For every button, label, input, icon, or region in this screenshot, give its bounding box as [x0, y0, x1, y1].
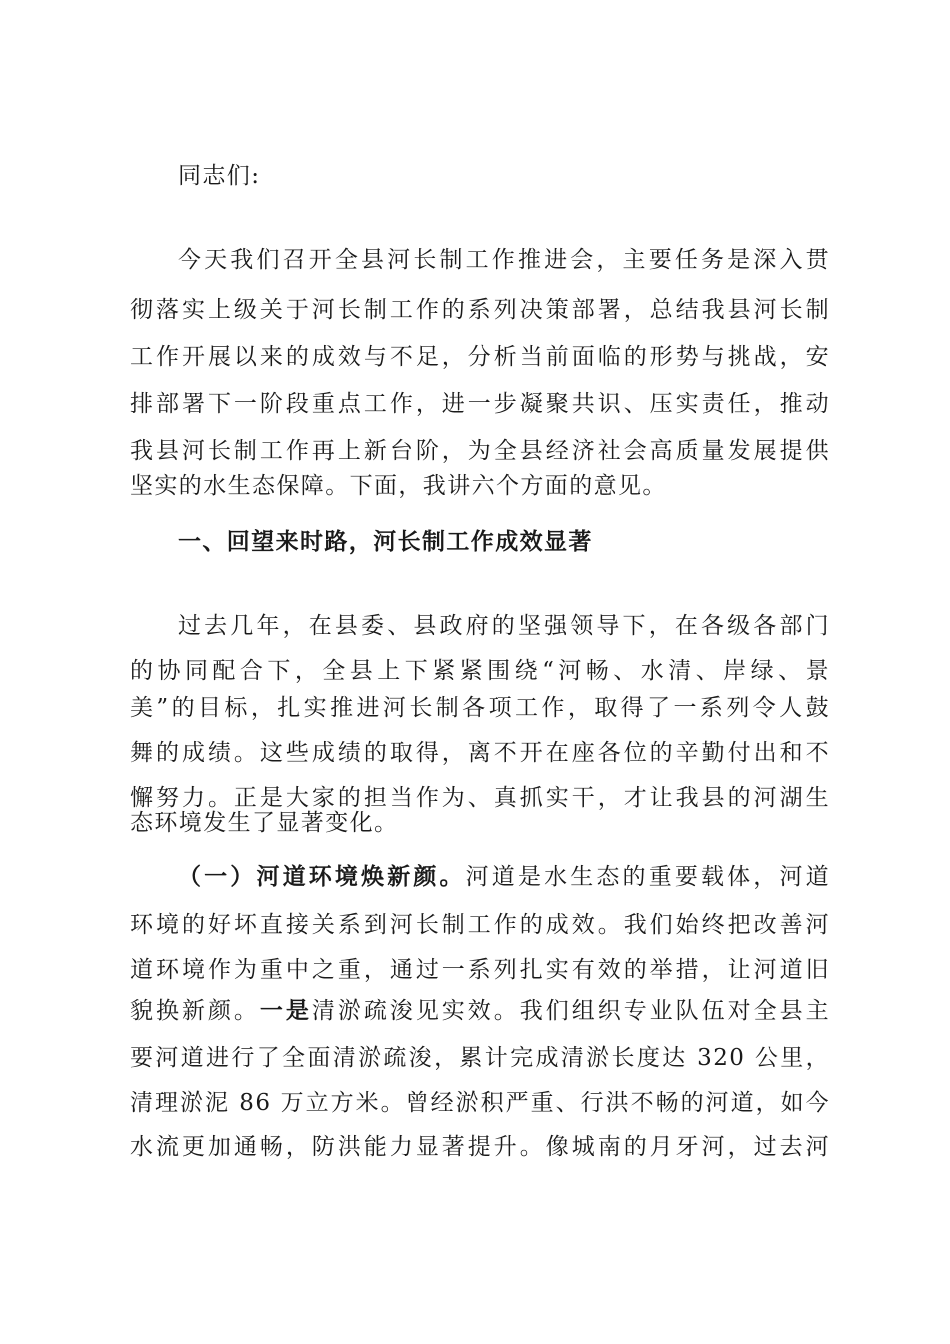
subsection-line-5: 要河道进行了全面清淤疏浚，累计完成清淤长度达 320 公里， [130, 1045, 830, 1071]
subsection-line-4-text: 清淤疏浚见实效。我们组织专业队伍对全县主 [311, 998, 830, 1024]
section-body-line-4: 舞的成绩。这些成绩的取得，离不开在座各位的辛勤付出和不 [130, 740, 830, 766]
subsection-line-4-prefix: 貌换新颜。 [130, 998, 260, 1024]
salutation: 同志们: [178, 163, 261, 189]
subsection-line-4 [130, 991, 830, 1031]
section-body-line-1: 过去几年，在县委、县政府的坚强领导下，在各级各部门 [178, 613, 830, 639]
subsection-line-1-text: 河道是水生态的重要载体，河道 [465, 864, 830, 890]
subsection-line-2: 环境的好坏直接关系到河长制工作的成效。我们始终把改善河 [130, 912, 830, 938]
section-heading: 一、回望来时路，河长制工作成效显著 [178, 528, 593, 555]
subsection-line-1 [178, 857, 830, 897]
intro-line-4: 排部署下一阶段重点工作，进一步凝聚共识、压实责任，推动 [130, 391, 830, 417]
subsection-line-3: 道环境作为重中之重，通过一系列扎实有效的举措，让河道旧 [130, 957, 830, 983]
section-body-line-5: 懈努力。正是大家的担当作为、真抓实干，才让我县的河湖生 [130, 785, 830, 811]
section-body-line-6: 态环境发生了显著变化。 [130, 810, 399, 836]
intro-line-1: 今天我们召开全县河长制工作推进会，主要任务是深入贯 [178, 247, 830, 273]
intro-line-5: 我县河长制工作再上新台阶，为全县经济社会高质量发展提供 [130, 438, 830, 464]
subsection-line-7: 水流更加通畅，防洪能力显著提升。像城南的月牙河，过去河 [130, 1134, 830, 1160]
intro-line-3: 工作开展以来的成效与不足，分析当前面临的形势与挑战，安 [130, 344, 830, 370]
subsection-heading: （一）河道环境焕新颜。 [178, 863, 466, 890]
section-body-line-2: 的协同配合下，全县上下紧紧围绕“河畅、水清、岸绿、景 [130, 658, 830, 684]
intro-line-6: 坚实的水生态保障。下面，我讲六个方面的意见。 [130, 473, 667, 499]
intro-line-2: 彻落实上级关于河长制工作的系列决策部署，总结我县河长制 [130, 297, 830, 323]
subsection-line-6: 清理淤泥 86 万立方米。曾经淤积严重、行洪不畅的河道，如今 [130, 1090, 830, 1116]
section-body-line-3: 美”的目标，扎实推进河长制各项工作，取得了一系列令人鼓 [130, 695, 830, 721]
point-one-marker: 一是 [259, 997, 312, 1024]
